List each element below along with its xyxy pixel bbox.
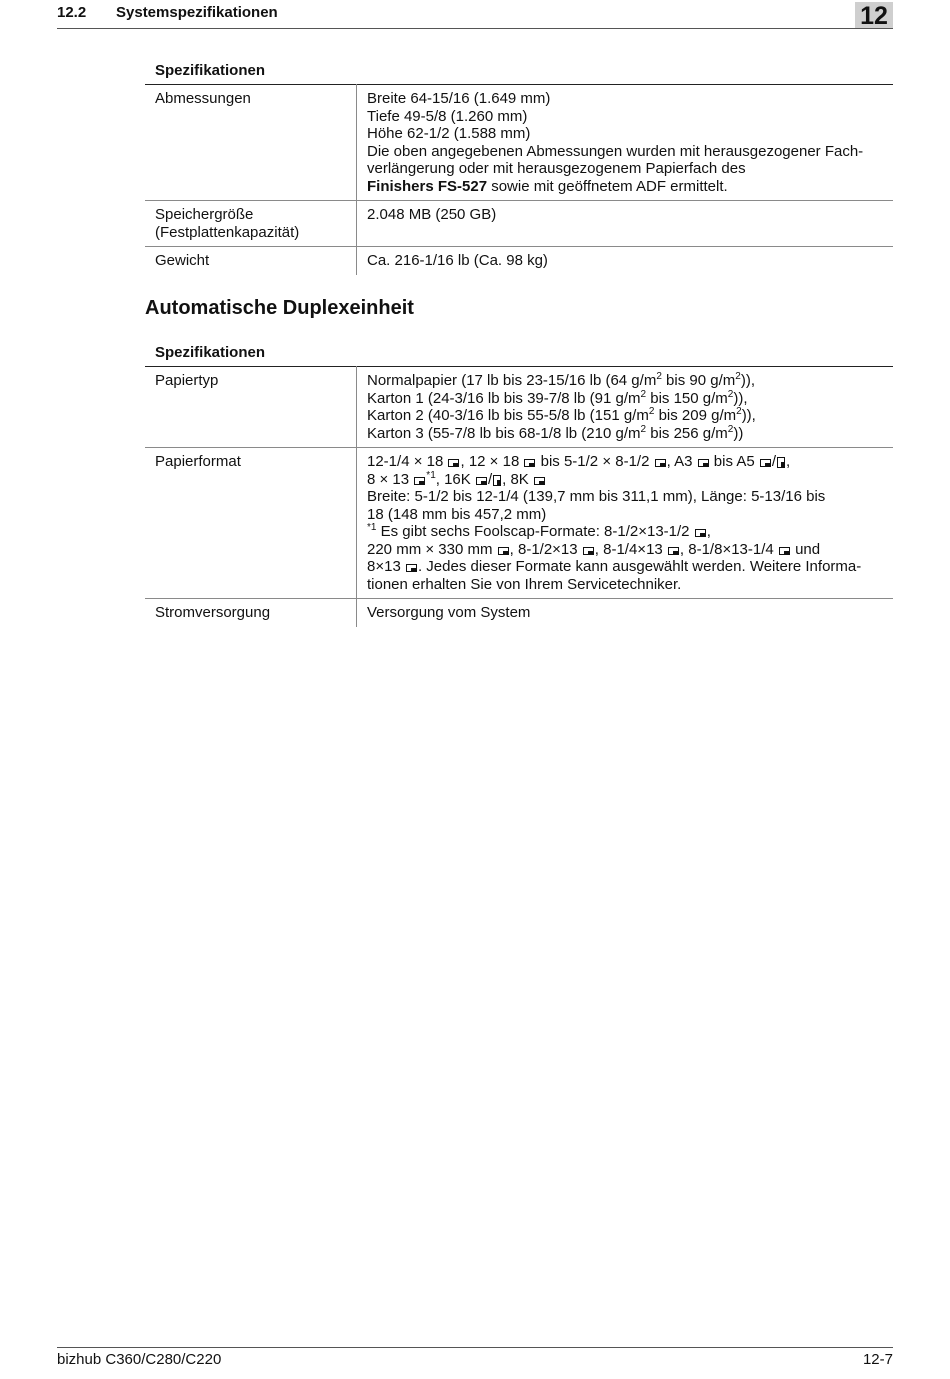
- row-label: Papiertyp: [145, 367, 357, 448]
- landscape-paper-icon: [668, 547, 679, 555]
- row-label: Stromversorgung: [145, 599, 357, 627]
- paper-format-line: 8 × 13 $^{*1}$, 16K / , 8K: [367, 471, 883, 489]
- landscape-paper-icon: [583, 547, 594, 555]
- landscape-paper-icon: [414, 477, 425, 485]
- portrait-paper-icon: [493, 475, 501, 486]
- footnote-line: 8×13 . Jedes dieser Formate kann ausgewählt werden. Weitere Informa-: [367, 558, 862, 575]
- paper-type-line: Karton 3 (55-7/8 lb bis 68-1/8 lb (210 $g/m^2$ bis 256 $g/m^2$)): [367, 423, 744, 442]
- weight-value: Ca. 216-1/16 lb (Ca. 98 kg): [357, 247, 894, 275]
- table2-caption: Spezifikationen: [155, 344, 266, 361]
- landscape-paper-icon: [534, 477, 545, 485]
- paper-format-line: 12-1/4 × 18 , 12 × 18 bis 5-1/2 × 8-1/2 , A3 bis A5 / ,: [367, 453, 791, 470]
- row-label: Abmessungen: [145, 85, 357, 201]
- dimensions-note-2: verlängerung oder mit herausgezogenem Papierfach des: [367, 160, 746, 177]
- paper-type-value: [357, 367, 894, 448]
- footer-product: bizhub C360/C280/C220: [57, 1351, 222, 1368]
- landscape-paper-icon: [524, 459, 535, 467]
- paper-format-line: 18 (148 mm bis 457,2 mm): [367, 505, 547, 523]
- landscape-paper-icon: [498, 547, 509, 555]
- storage-value: 2.048 MB (250 GB): [357, 201, 894, 247]
- system-spec-table: [145, 84, 893, 275]
- table-row: [145, 247, 893, 275]
- landscape-paper-icon: [476, 477, 487, 485]
- chapter-number-badge: 12: [855, 2, 893, 29]
- dimensions-note-3: [367, 178, 883, 196]
- dimensions-value: [357, 85, 894, 201]
- row-label: Gewicht: [145, 247, 357, 275]
- row-label: Papierformat: [145, 448, 357, 599]
- footnote-line: tionen erhalten Sie von Ihrem Servicetechniker.: [367, 575, 682, 593]
- power-supply-value: Versorgung vom System: [357, 599, 894, 627]
- landscape-paper-icon: [779, 547, 790, 555]
- paper-type-line: Karton 2 (40-3/16 lb bis 55-5/8 lb (151 $g/m^2$ bis 209 $g/m^2$)),: [367, 406, 756, 424]
- paper-format-value: [357, 448, 894, 599]
- table-row: [145, 599, 893, 627]
- landscape-paper-icon: [695, 529, 706, 537]
- footnote-line: $^{*1}$ Es gibt sechs Foolscap-Formate: 8-1/2×13-1/2 ,: [367, 522, 711, 540]
- storage-label-line1: Speichergröße: [155, 206, 254, 223]
- storage-label-line2: (Festplattenkapazität): [155, 223, 300, 241]
- paper-format-line: Breite: 5-1/2 bis 12-1/4 (139,7 mm bis 311,1 mm), Länge: 5-13/16 bis: [367, 488, 826, 505]
- row-label: [145, 201, 357, 247]
- duplex-spec-table: [145, 366, 893, 627]
- table-row: [145, 448, 893, 599]
- landscape-paper-icon: [655, 459, 666, 467]
- landscape-paper-icon: [698, 459, 709, 467]
- table1-caption: Spezifikationen: [155, 62, 266, 79]
- landscape-paper-icon: [406, 564, 417, 572]
- dimensions-note-end: sowie mit geöffnetem ADF ermittelt.: [487, 177, 728, 195]
- height-line: Höhe 62-1/2 (1.588 mm): [367, 125, 531, 142]
- depth-line: Tiefe 49-5/8 (1.260 mm): [367, 107, 528, 125]
- finisher-name: Finishers FS-527: [367, 177, 488, 195]
- section-title: Systemspezifikationen: [116, 4, 278, 21]
- dimensions-note-1: Die oben angegebenen Abmessungen wurden mit herausgezogener Fach-: [367, 142, 864, 160]
- footer-divider: [57, 1347, 893, 1348]
- header-divider: [57, 28, 893, 29]
- table-row: [145, 367, 893, 448]
- paper-type-line: Normalpapier (17 lb bis 23-15/16 lb (64 $g/m^2$ bis 90 $g/m^2$)),: [367, 371, 755, 389]
- table-row: [145, 85, 893, 201]
- width-line: Breite 64-15/16 (1.649 mm): [367, 90, 551, 107]
- portrait-paper-icon: [777, 457, 785, 468]
- footer-page-number: 12-7: [862, 1351, 893, 1368]
- table-row: [145, 201, 893, 247]
- landscape-paper-icon: [448, 459, 459, 467]
- paper-type-line: Karton 1 (24-3/16 lb bis 39-7/8 lb (91 $g/m^2$ bis 150 $g/m^2$)),: [367, 388, 748, 407]
- landscape-paper-icon: [760, 459, 771, 467]
- footnote-line: 220 mm × 330 mm , 8-1/2×13 , 8-1/4×13 , 8-1/8×13-1/4 und: [367, 540, 821, 558]
- section-heading: Automatische Duplexeinheit: [145, 297, 414, 319]
- section-number: 12.2: [57, 4, 87, 21]
